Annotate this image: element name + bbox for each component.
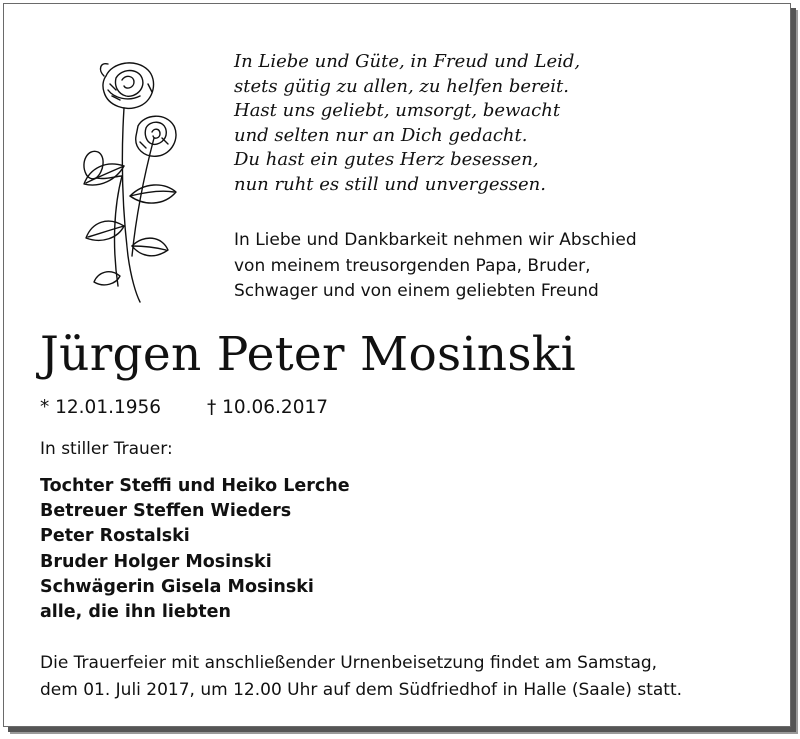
mourner-item: Schwägerin Gisela Mosinski xyxy=(40,576,314,597)
ceremony-line: Die Trauerfeier mit anschließender Urnenbeisetzung findet am Samstag, xyxy=(40,653,658,673)
birth-date: * 12.01.1956 xyxy=(40,397,162,418)
mourner-item: Tochter Steffi und Heiko Lerche xyxy=(40,476,350,496)
poem xyxy=(234,50,774,197)
farewell-line: von meinem treusorgenden Papa, Bruder, xyxy=(234,255,591,276)
poem-line: und selten nur an Dich gedacht. xyxy=(234,124,528,146)
obituary-notice xyxy=(3,3,791,727)
mourners-list xyxy=(40,474,350,625)
rose-icon xyxy=(66,56,186,311)
farewell-line: Schwager und von einem geliebten Freund xyxy=(234,281,599,301)
farewell-line: In Liebe und Dankbarkeit nehmen wir Abschied xyxy=(234,230,637,250)
mourner-item: Bruder Holger Mosinski xyxy=(40,551,272,572)
ceremony-info xyxy=(40,650,780,703)
ceremony-line: dem 01. Juli 2017, um 12.00 Uhr auf dem Südfriedhof in Halle (Saale) statt. xyxy=(40,679,683,700)
mourner-item: Peter Rostalski xyxy=(40,526,190,547)
mourner-item: alle, die ihn liebten xyxy=(40,602,231,623)
deceased-name: Jürgen Peter Mosinski xyxy=(40,327,576,382)
mourner-item: Betreuer Steffen Wieders xyxy=(40,501,292,522)
poem-line: Du hast ein gutes Herz besessen, xyxy=(234,149,539,170)
death-date: † 10.06.2017 xyxy=(206,397,329,418)
farewell-text xyxy=(234,228,774,305)
poem-line: stets gütig zu allen, zu helfen bereit. xyxy=(234,75,569,97)
poem-line: In Liebe und Güte, in Freud und Leid, xyxy=(234,51,581,72)
poem-line: Hast uns geliebt, umsorgt, bewacht xyxy=(234,100,561,121)
mourning-label: In stiller Trauer: xyxy=(40,439,173,459)
poem-line: nun ruht es still und unvergessen. xyxy=(234,173,546,195)
life-dates xyxy=(40,395,328,421)
